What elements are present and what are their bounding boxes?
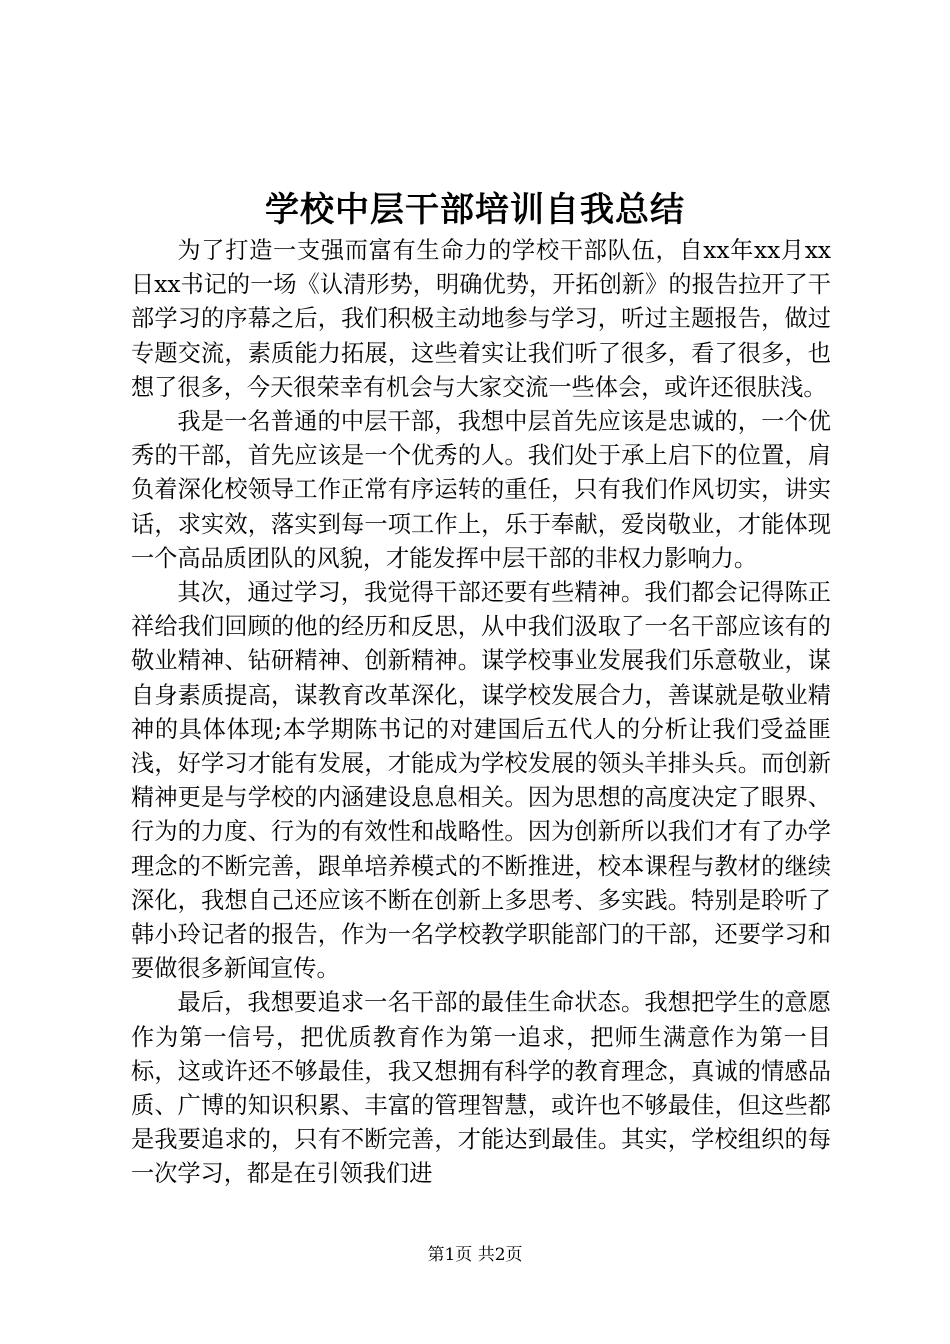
document-body: [131, 234, 831, 1192]
paragraph-2: 我是一名普通的中层干部，我想中层首先应该是忠诚的，一个优秀的干部，首先应该是一个优秀的人。我们处于承上启下的位置，肩负着深化校领导工作正常有序运转的重任，只有我们作风切实，讲实话，求实效，落实到每一项工作上，乐于奉献，爱岗敬业，才能体现一个高品质团队的风貌，才能发挥中层干部的非权力影响力。: [131, 408, 831, 572]
page-footer: 第1页 共2页: [427, 1245, 523, 1265]
paragraph-3: 其次，通过学习，我觉得干部还要有些精神。我们都会记得陈正祥给我们回顾的他的经历和反思，从中我们汲取了一名干部应该有的敬业精神、钻研精神、创新精神。谋学校事业发展我们乐意敬业，谋自身素质提高，谋教育改革深化，谋学校发展合力，善谋就是敬业精神的具体体现;本学期陈书记的对建国后五代人的分析让我们受益匪浅，好学习才能有发展，才能成为学校发展的领头羊排头兵。而创新精神更是与学校的内涵建设息息相关。因为思想的高度决定了眼界、行为的力度、行为的有效性和战略性。因为创新所以我们才有了办学理念的不断完善，跟单培养模式的不断推进，校本课程与教材的继续深化，我想自己还应该不断在创新上多思考、多实践。特别是聆听了韩小玲记者的报告，作为一名学校教学职能部门的干部，还要学习和要做很多新闻宣传。: [131, 579, 831, 983]
paragraph-1: 为了打造一支强而富有生命力的学校干部队伍，自xx年xx月xx日xx书记的一场《认清形势，明确优势，开拓创新》的报告拉开了干部学习的序幕之后，我们积极主动地参与学习，听过主题报告，做过专题交流，素质能力拓展，这些着实让我们听了很多，看了很多，也想了很多，今天很荣幸有机会与大家交流一些体会，或许还很肤浅。: [131, 237, 831, 401]
document-title: 学校中层干部培训自我总结: [265, 190, 685, 230]
paragraph-4: 最后，我想要追求一名干部的最佳生命状态。我想把学生的意愿作为第一信号，把优质教育作为第一追求，把师生满意作为第一目标，这或许还不够最佳，我又想拥有科学的教育理念，真诚的情感品质、广博的知识积累、丰富的管理智慧，或许也不够最佳，但这些都是我要追求的，只有不断完善，才能达到最佳。其实，学校组织的每一次学习，都是在引领我们进: [131, 989, 831, 1188]
